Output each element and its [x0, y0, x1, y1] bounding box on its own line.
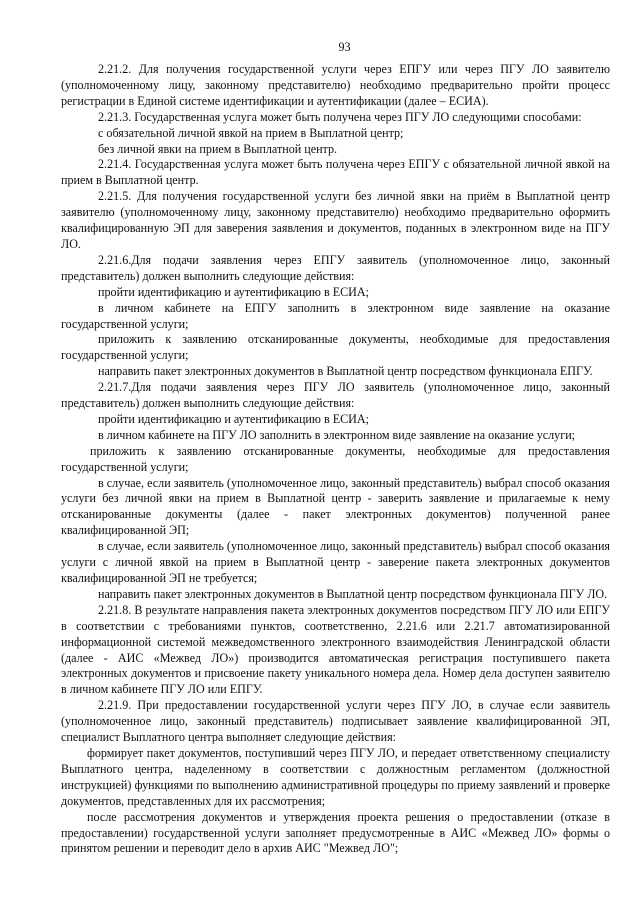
paragraph-2-21-6: 2.21.6.Для подачи заявления через ЕПГУ заявитель (уполномоченное лицо, законный представитель) должен выполнить следующие действия: — [61, 252, 610, 283]
paragraph-2-21-4: 2.21.4. Государственная услуга может быть получена через ЕПГУ с обязательной личной явкой на прием в Выплатной центр. — [61, 157, 610, 188]
list-item: формирует пакет документов, поступивший через ПГУ ЛО, и передает ответственному специалисту Выплатного центра, наделенному в соответствии с должностным регламентом (должностной инструкцией) функциями по выполнению административной процедуры по приему заявлений и проверке документов, представленных для их рассмотрения; — [61, 745, 610, 808]
list-item: пройти идентификацию и аутентификацию в ЕСИА; — [98, 411, 369, 426]
list-item: в личном кабинете на ПГУ ЛО заполнить в электронном виде заявление на оказание услуги; — [98, 427, 576, 442]
list-item: в случае, если заявитель (уполномоченное лицо, законный представитель) выбрал способ оказания услуги с личной явкой на прием в Выплатной центр - заверение пакета электронных документов квалифицированной ЭП не требуется; — [61, 539, 610, 585]
list-item: направить пакет электронных документов в Выплатной центр посредством функционала ЕПГУ. — [98, 364, 593, 379]
list-item: с обязательной личной явкой на прием в Выплатной центр; — [98, 125, 404, 140]
list-item: без личной явки на прием в Выплатной центр. — [98, 141, 338, 156]
paragraph-2-21-8: 2.21.8. В результате направления пакета электронных документов посредством ПГУ ЛО или ЕПГУ в соответствии с требованиями пунктов, соответственно, 2.21.6 или 2.21.7 автоматизированной информационной системой межведомственного электронного взаимодействия Ленинградской области (далее - АИС «Межвед ЛО») производится автоматическая регистрация поступившего пакета электронных документов и присвоение пакету уникального номера дела. Номер дела доступен заявителю в личном кабинете ПГУ ЛО или ЕПГУ. — [61, 602, 610, 697]
list-item: приложить к заявлению отсканированные документы, необходимые для предоставления государственной услуги; — [61, 443, 610, 474]
list-item: пройти идентификацию и аутентификацию в ЕСИА; — [98, 284, 369, 299]
paragraph-2-21-9: 2.21.9. При предоставлении государственной услуги через ПГУ ЛО, в случае если заявитель (уполномоченное лицо, законный представитель) подписывает заявление квалифицированной ЭП, специалист Выплатного центра выполняет следующие действия: — [61, 698, 610, 745]
paragraph-2-21-3: 2.21.3. Государственная услуга может быть получена через ПГУ ЛО следующими способами: — [98, 109, 582, 124]
list-item: в случае, если заявитель (уполномоченное лицо, законный представитель) выбрал способ оказания услуги без личной явки на прием в Выплатной центр - заверить заявление и прилагаемые к нему отсканированные документы (далее - пакет электронных документов) полученной ранее квалифицированной ЭП; — [61, 475, 610, 538]
list-item: приложить к заявлению отсканированные документы, необходимые для предоставления государственной услуги; — [61, 332, 610, 363]
page-number: 93 — [338, 40, 351, 54]
paragraph-2-21-2: 2.21.2. Для получения государственной услуги через ЕПГУ или через ПГУ ЛО заявителю (уполномоченному лицу, законному представителю) необходимо предварительно пройти процесс регистрации в Единой системе идентификации и аутентификации (далее – ЕСИА). — [61, 62, 610, 108]
list-item: после рассмотрения документов и утверждения проекта решения о предоставлении (отказе в предоставлении) государственной услуги заполняет предусмотренные в АИС «Межвед ЛО» формы о принятом решении и переводит дело в архив АИС "Межвед ЛО"; — [61, 809, 610, 856]
paragraph-2-21-7: 2.21.7.Для подачи заявления через ПГУ ЛО заявитель (уполномоченное лицо, законный представитель) должен выполнить следующие действия: — [61, 380, 610, 411]
list-item: направить пакет электронных документов в Выплатной центр посредством функционала ПГУ ЛО. — [98, 586, 608, 601]
paragraph-2-21-5: 2.21.5. Для получения государственной услуги без личной явки на приём в Выплатной центр заявителю (уполномоченному лицу, законному представителю) необходимо предварительно оформить квалифицированную ЭП для заверения заявления и документов, поданных в электронном виде на ПГУ ЛО. — [61, 189, 610, 251]
list-item: в личном кабинете на ЕПГУ заполнить в электронном виде заявление на оказание государственной услуги; — [61, 300, 610, 331]
